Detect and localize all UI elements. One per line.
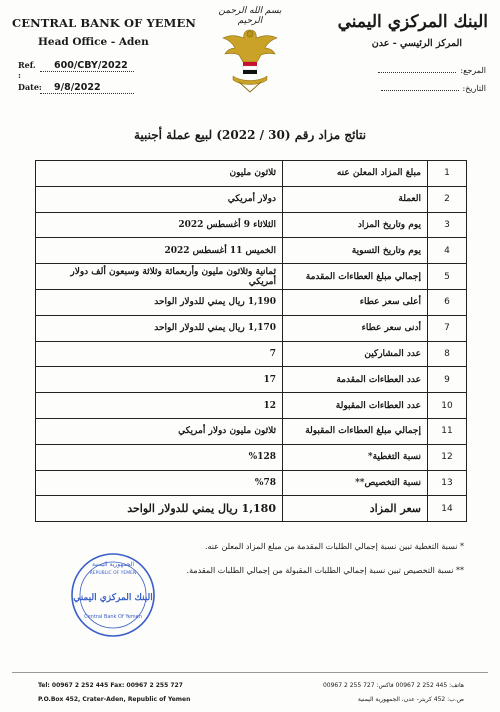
date-label: Date: [18,82,42,92]
footer-divider [12,672,488,673]
arabic-date-label: التاريخ: [462,84,486,93]
row-value: %78 [36,470,283,496]
bank-name-arabic: البنك المركزي اليمني [337,12,488,32]
coverage-ratio-note: * نسبة التغطية تبين نسبة إجمالي الطلبات المقدمة من مبلغ المزاد المعلن عنه. [204,542,464,551]
reference-row [18,60,134,80]
table-row [36,238,467,264]
stamp-english-bottom: Central Bank Of Yemen [84,614,142,620]
row-label: يوم وتاريخ المزاد [283,212,428,238]
row-number: 8 [428,341,467,367]
yemen-eagle-emblem-icon [219,22,281,96]
row-value: 1,170 ريال يمني للدولار الواحد [36,315,283,341]
table-row [36,367,467,393]
footer-address-english: P.O.Box 452, Crater-Aden, Republic of Yemen [38,696,191,703]
row-value: دولار أمريكي [36,186,283,212]
row-value: ثلاثون مليون [36,161,283,187]
table-row [36,186,467,212]
footer-address-arabic: ص.ب: 452 كريتر- عدن، الجمهورية اليمنية [357,696,464,703]
date-row [18,82,134,94]
row-number: 12 [428,444,467,470]
basmala-calligraphy: بسم الله الرحمن الرحيم [218,6,282,26]
row-value: 12 [36,393,283,419]
row-number: 1 [428,161,467,187]
row-number: 11 [428,418,467,444]
row-label: سعر المزاد [283,496,428,522]
row-value: ثلاثون مليون دولار أمريكي [36,418,283,444]
row-label: أعلى سعر عطاء [283,289,428,315]
row-label: العملة [283,186,428,212]
row-number: 9 [428,367,467,393]
row-number: 7 [428,315,467,341]
row-number: 10 [428,393,467,419]
table-row [36,470,467,496]
date-value: 9/8/2022 [40,82,134,94]
stamp-english-top: REPUBLIC OF YEMEN [89,571,137,576]
bank-name-english: CENTRAL BANK OF YEMEN [12,16,196,30]
row-label: نسبة التخصيص** [283,470,428,496]
table-row [36,289,467,315]
row-number: 2 [428,186,467,212]
allocation-ratio-note: ** نسبة التخصيص تبين نسبة إجمالي الطلبات المقبولة من إجمالي الطلبات المقدمة. [186,566,464,575]
reference-value: 600/CBY/2022 [40,60,134,72]
row-number: 3 [428,212,467,238]
table-row [36,393,467,419]
head-office-english: Head Office - Aden [38,36,149,48]
row-value: 7 [36,341,283,367]
row-value: الخميس 11 أغسطس 2022 [36,238,283,264]
row-label: يوم وتاريخ التسوية [283,238,428,264]
document-title: نتائج مزاد رقم (30 / 2022) لبيع عملة أجنبية [133,128,367,142]
table-row [36,264,467,290]
row-value: %128 [36,444,283,470]
row-label: عدد العطاءات المقبولة [283,393,428,419]
stamp-center-text: البنك المركزي اليمني [73,593,153,603]
arabic-reference-label: المرجع: [460,66,486,75]
row-number: 5 [428,264,467,290]
row-label: عدد العطاءات المقدمة [283,367,428,393]
row-number: 6 [428,289,467,315]
table-row [36,496,467,522]
table-row [36,161,467,187]
auction-results-table [35,160,467,522]
row-label: عدد المشاركين [283,341,428,367]
row-label: إجمالي مبلغ العطاءات المقبولة [283,418,428,444]
row-label: مبلغ المزاد المعلن عنه [283,161,428,187]
official-stamp-seal [70,552,156,638]
row-value: 17 [36,367,283,393]
row-number: 4 [428,238,467,264]
reference-label: Ref. : [18,60,36,80]
row-value: 1,190 ريال يمني للدولار الواحد [36,289,283,315]
emblem-flag-shield [243,62,257,74]
row-number: 14 [428,496,467,522]
row-value: الثلاثاء 9 أغسطس 2022 [36,212,283,238]
table-row [36,212,467,238]
row-number: 13 [428,470,467,496]
row-label: إجمالي مبلغ العطاءات المقدمة [283,264,428,290]
stamp-arabic-top: الجمهورية اليمنية [91,561,135,568]
footer-phone-english: Tel: 00967 2 252 445 Fax: 00967 2 255 727 [38,682,183,689]
footer-phone-arabic: هاتف: 445 252 2 00967 فاكس: 727 255 2 00967 [322,682,464,689]
row-value: 1,180 ريال يمني للدولار الواحد [36,496,283,522]
row-label: أدنى سعر عطاء [283,315,428,341]
row-label: نسبة التغطية* [283,444,428,470]
arabic-reference-row [378,66,486,75]
table-row [36,444,467,470]
table-row [36,341,467,367]
table-row [36,418,467,444]
head-office-arabic: المركز الرئيسي - عدن [371,38,462,49]
row-value: ثمانية وثلاثون مليون وأربعمائة وثلاثة وسبعون ألف دولار أمريكي [36,264,283,290]
table-row [36,315,467,341]
arabic-date-row [381,84,486,93]
